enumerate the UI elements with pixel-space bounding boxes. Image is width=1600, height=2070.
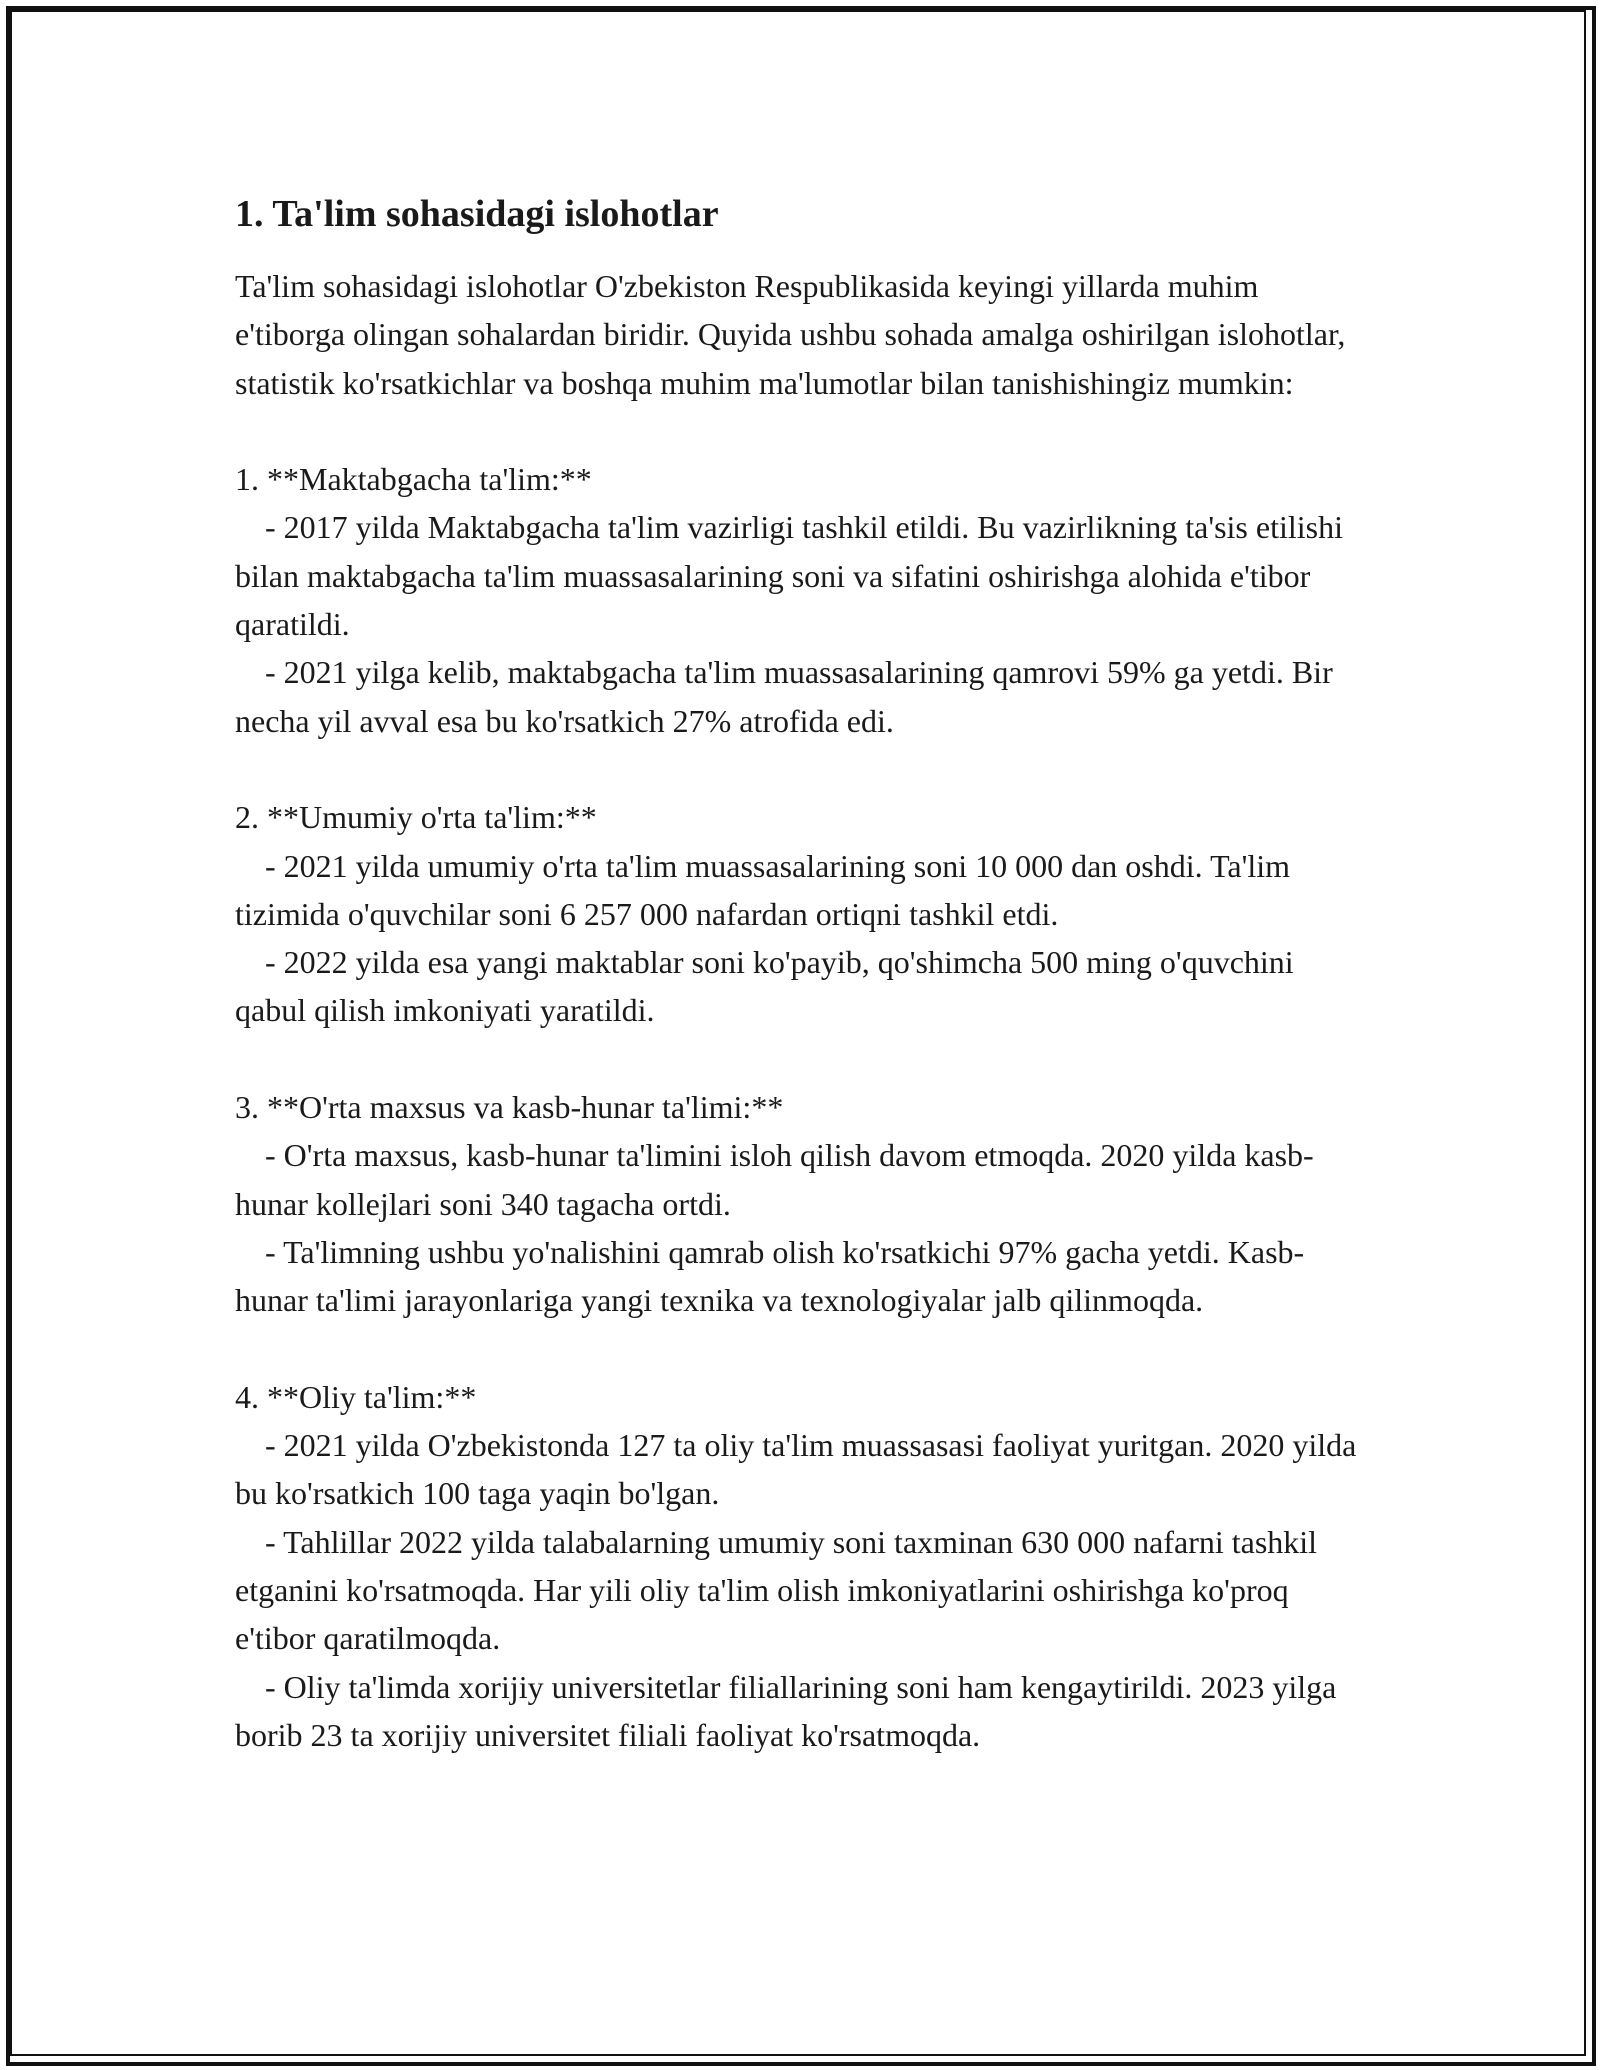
bullet-item: - 2021 yilga kelib, maktabgacha ta'lim muassasalarining qamrovi 59% ga yetdi. Bir necha yil avval esa bu ko'rsatkich 27% atrofida edi. [235, 654, 1333, 739]
bullet-item: - Tahlillar 2022 yilda talabalarning umumiy soni taxminan 630 000 nafarni tashkil etganini ko'rsatmoqda. Har yili oliy ta'lim olish imkoniyatlarini oshirishga ko'proq e'tibor qaratilmoqda. [235, 1523, 1318, 1657]
bullet-item: - O'rta maxsus, kasb-hunar ta'limini isloh qilish davom etmoqda. 2020 yilda kasb-hunar kollejlari soni 340 tagacha ortdi. [235, 1137, 1314, 1222]
section-general-secondary [235, 793, 1365, 1034]
section-title: 1. **Maktabgacha ta'lim:** [235, 461, 592, 498]
page-title: 1. Ta'lim sohasidagi islohotlar [235, 193, 719, 235]
section-title: 3. **O'rta maxsus va kasb-hunar ta'limi:** [235, 1089, 784, 1126]
section-preschool [235, 455, 1365, 745]
document-body [235, 186, 1365, 1759]
bullet-item: - Ta'limning ushbu yo'nalishini qamrab olish ko'rsatkichi 97% gacha yetdi. Kasb-hunar ta'limi jarayonlariga yangi texnika va texnologiyalar jalb qilinmoqda. [235, 1233, 1305, 1319]
bullet-item: - 2022 yilda esa yangi maktablar soni ko'payib, qo'shimcha 500 ming o'quvchini qabul qilish imkoniyati yaratildi. [235, 944, 1294, 1029]
bullet-item: - Oliy ta'limda xorijiy universitetlar filiallarining soni ham kengaytirildi. 2023 yilga borib 23 ta xorijiy universitet filiali faoliyat ko'rsatmoqda. [235, 1668, 1337, 1753]
intro-paragraph: Ta'lim sohasidagi islohotlar O'zbekiston Respublikasida keyingi yillarda muhim e'tiborga olingan sohalardan biridir. Quyida ushbu sohada amalga oshirilgan islohotlar, statistik ko'rsatkichlar va boshqa muhim ma'lumotlar bilan tanishishingiz mumkin: [235, 268, 1346, 401]
section-higher-education [235, 1373, 1365, 1759]
bullet-item: - 2021 yilda O'zbekistonda 127 ta oliy ta'lim muassasasi faoliyat yuritgan. 2020 yilda bu ko'rsatkich 100 taga yaqin bo'lgan. [235, 1427, 1357, 1512]
bullet-item: - 2017 yilda Maktabgacha ta'lim vazirligi tashkil etildi. Bu vazirlikning ta'sis etilishi bilan maktabgacha ta'lim muassasalarining soni va sifatini oshirishga alohida e'tibor qaratildi. [235, 509, 1343, 643]
section-title: 2. **Umumiy o'rta ta'lim:** [235, 799, 597, 836]
bullet-item: - 2021 yilda umumiy o'rta ta'lim muassasalarining soni 10 000 dan oshdi. Ta'lim tizimida o'quvchilar soni 6 257 000 nafardan ortiqni tashkil etdi. [235, 847, 1291, 932]
section-vocational [235, 1083, 1365, 1324]
section-title: 4. **Oliy ta'lim:** [235, 1378, 477, 1415]
